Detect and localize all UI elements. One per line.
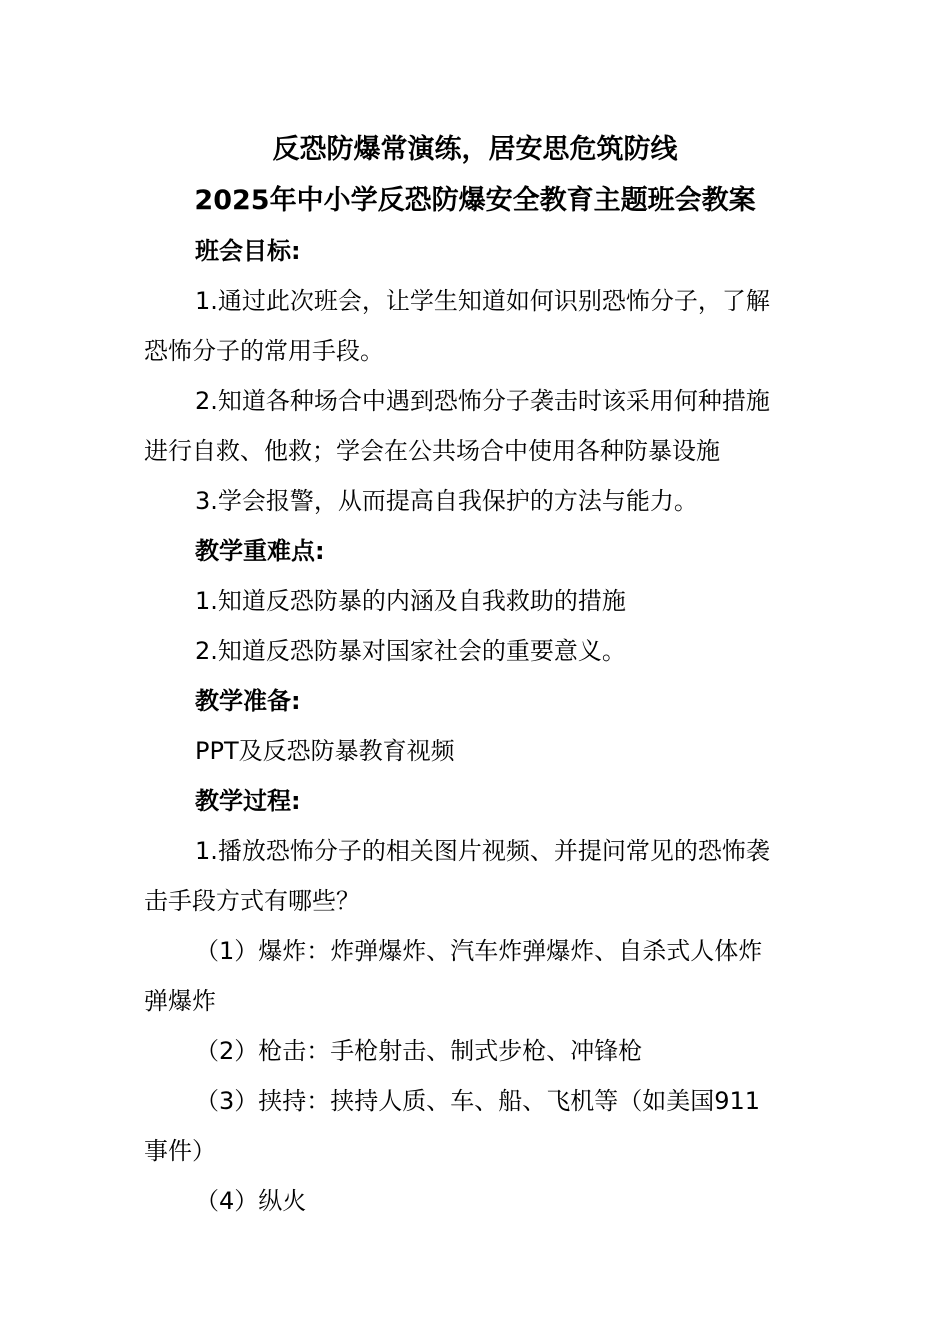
process-sub4: （4）纵火 <box>195 1187 307 1215</box>
goals-item2-line1: 2.知道各种场合中遇到恐怖分子袭击时该采用何种措施 <box>195 387 770 415</box>
document-title-line2: 2025年中小学反恐防爆安全教育主题班会教案 <box>194 185 756 216</box>
goals-item3: 3.学会报警，从而提高自我保护的方法与能力。 <box>195 487 698 515</box>
key-points-heading: 教学重难点: <box>195 537 325 565</box>
process-item1-line1: 1.播放恐怖分子的相关图片视频、并提问常见的恐怖袭 <box>195 837 770 865</box>
process-sub3-line1: （3）挟持：挟持人质、车、船、飞机等（如美国911 <box>195 1087 761 1115</box>
process-item1-line2: 击手段方式有哪些？ <box>144 887 360 915</box>
goals-item2-line2: 进行自救、他救；学会在公共场合中使用各种防暴设施 <box>144 437 720 465</box>
key-points-item2: 2.知道反恐防暴对国家社会的重要意义。 <box>195 637 626 665</box>
goals-item1-line2: 恐怖分子的常用手段。 <box>144 337 384 365</box>
process-heading: 教学过程: <box>195 787 301 815</box>
preparation-content: PPT及反恐防暴教育视频 <box>195 737 455 765</box>
process-sub1-line2: 弹爆炸 <box>144 987 216 1015</box>
goals-item1-line1: 1.通过此次班会，让学生知道如何识别恐怖分子，了解 <box>195 287 770 315</box>
key-points-item1: 1.知道反恐防暴的内涵及自我救助的措施 <box>195 587 626 615</box>
process-sub1-line1: （1）爆炸：炸弹爆炸、汽车炸弹爆炸、自杀式人体炸 <box>195 937 763 965</box>
goals-heading: 班会目标: <box>195 237 301 265</box>
process-sub3-line2: 事件） <box>144 1137 216 1165</box>
preparation-heading: 教学准备: <box>195 687 301 715</box>
document-title-line1: 反恐防爆常演练，居安思危筑防线 <box>272 134 678 165</box>
process-sub2: （2）枪击：手枪射击、制式步枪、冲锋枪 <box>195 1037 643 1065</box>
